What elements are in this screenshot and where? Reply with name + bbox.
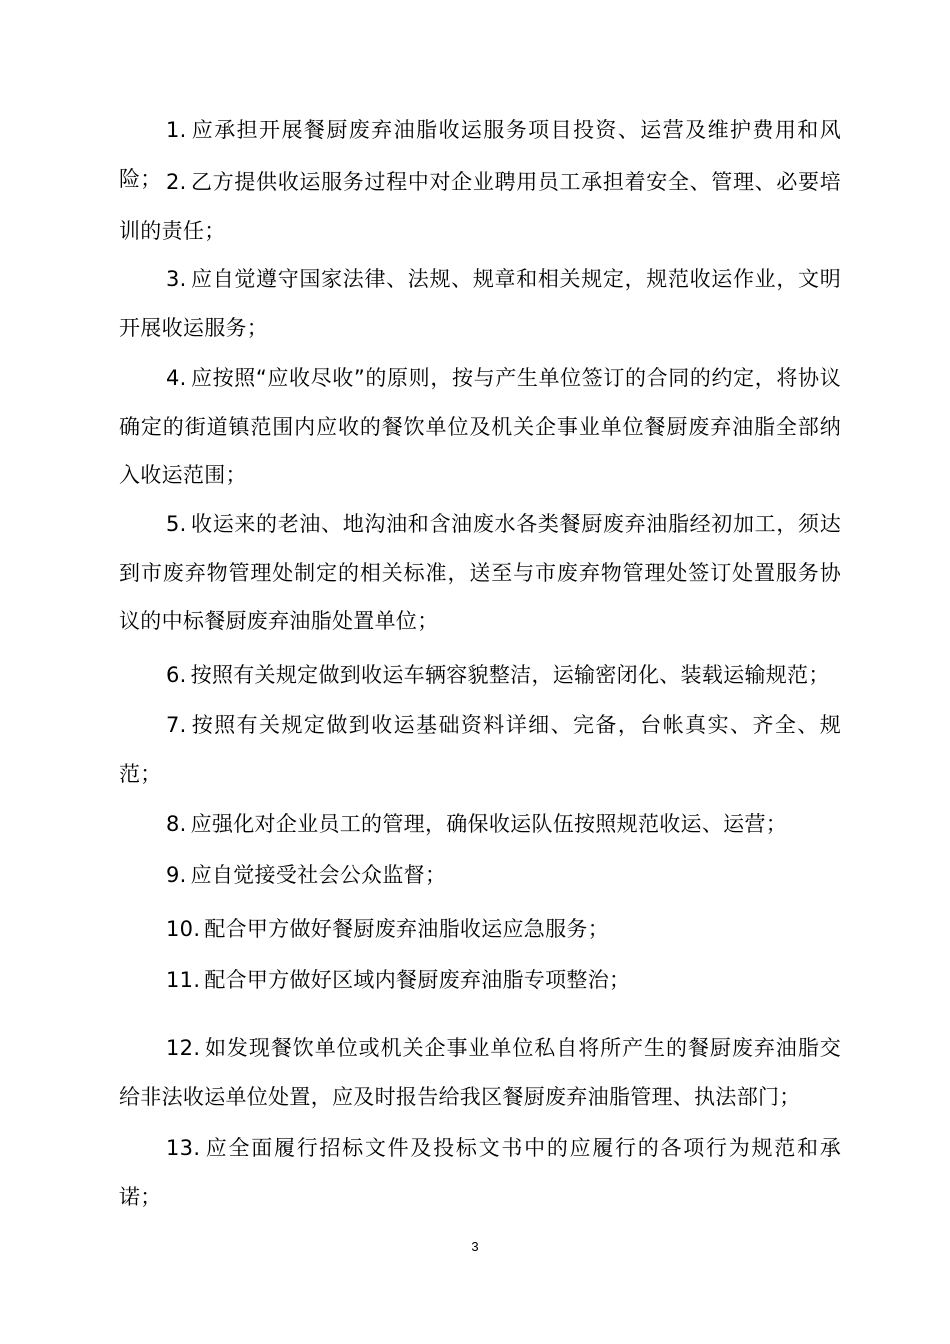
item-number: 13.: [166, 1136, 201, 1160]
list-item: [119, 651, 841, 700]
item-text: 应承担开展餐厨废弃油脂收运服务项目投资、运营及维护费用和风险；: [119, 118, 841, 191]
item-number: 7.: [166, 713, 187, 737]
page-number: 3: [471, 1239, 479, 1254]
list-item: [119, 800, 841, 849]
list-item: [119, 354, 841, 500]
item-number: 2.: [166, 170, 187, 194]
item-text: 如发现餐饮单位或机关企事业单位私自将所产生的餐厨废弃油脂交给非法收运单位处置，应及时报告给我区餐厨废弃油脂管理、执法部门；: [119, 1036, 841, 1109]
item-number: 11.: [166, 968, 201, 992]
item-text: 应自觉接受社会公众监督；: [190, 863, 447, 887]
item-text: 按照有关规定做到收运基础资料详细、完备，台帐真实、齐全、规范；: [119, 713, 841, 786]
item-text: 应全面履行招标文件及投标文书中的应履行的各项行为规范和承诺；: [119, 1136, 841, 1209]
item-number: 6.: [166, 663, 187, 687]
list-item: [119, 851, 841, 900]
list-item: [119, 905, 841, 954]
item-number: 8.: [166, 812, 187, 836]
item-text: 应强化对企业员工的管理，确保收运队伍按照规范收运、运营；: [190, 812, 788, 836]
item-text: 配合甲方做好餐厨废弃油脂收运应急服务；: [204, 917, 610, 941]
list-item: [119, 500, 841, 646]
item-text: 配合甲方做好区域内餐厨废弃油脂专项整治；: [204, 968, 631, 992]
item-number: 10.: [166, 917, 201, 941]
item-number: 9.: [166, 863, 187, 887]
list-item: [119, 1124, 841, 1221]
list-item: [119, 158, 841, 255]
item-text: 按照有关规定做到收运车辆容貌整洁，运输密闭化、装载运输规范；: [190, 663, 830, 687]
list-item: [119, 956, 841, 1005]
item-number: 3.: [166, 267, 187, 291]
item-number: 5.: [166, 512, 187, 536]
list-item: [119, 701, 841, 798]
list-item: [119, 255, 841, 352]
item-text: 应自觉遵守国家法律、法规、规章和相关规定，规范收运作业，文明开展收运服务；: [119, 267, 841, 340]
item-text: 收运来的老油、地沟油和含油废水各类餐厨废弃油脂经初加工，须达到市废弃物管理处制定的相关标准，送至与市废弃物管理处签订处置服务协议的中标餐厨废弃油脂处置单位；: [119, 512, 841, 633]
item-number: 12.: [166, 1036, 201, 1060]
item-text: 乙方提供收运服务过程中对企业聘用员工承担着安全、管理、必要培训的责任；: [119, 170, 841, 243]
list-item: [119, 1024, 841, 1121]
item-text: 应按照“应收尽收”的原则，按与产生单位签订的合同的约定，将协议确定的街道镇范围内应收的餐饮单位及机关企事业单位餐厨废弃油脂全部纳入收运范围；: [119, 366, 841, 487]
item-number: 4.: [166, 366, 187, 390]
item-number: 1.: [166, 118, 187, 142]
